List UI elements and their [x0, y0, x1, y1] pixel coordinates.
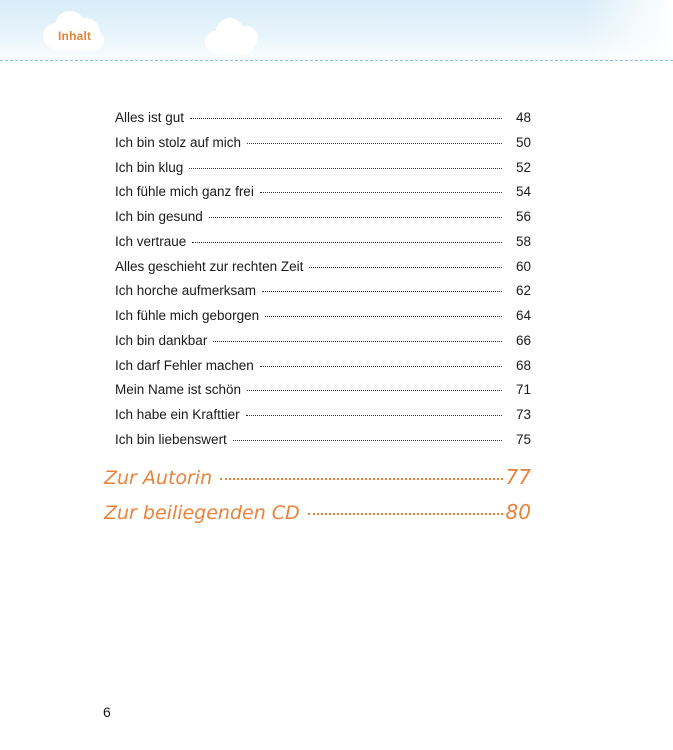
- dot-leader: [190, 118, 502, 119]
- table-of-contents: [115, 110, 531, 457]
- toc-entry-title: Mein Name ist schön: [115, 382, 242, 398]
- toc-entry[interactable]: [115, 407, 531, 432]
- toc-entry[interactable]: [115, 209, 531, 234]
- toc-entry-page: 68: [515, 357, 531, 373]
- toc-entry[interactable]: [115, 135, 531, 160]
- toc-entry-title: Ich bin gesund: [115, 209, 203, 224]
- toc-entry-title: Ich habe ein Krafttier: [115, 407, 240, 422]
- toc-entry[interactable]: [115, 382, 531, 407]
- toc-section-page: 77: [505, 465, 531, 489]
- toc-section-cd[interactable]: [104, 500, 531, 524]
- toc-entry[interactable]: [115, 432, 531, 457]
- toc-entry-title: Ich fühle mich geborgen: [115, 308, 260, 323]
- dot-leader: [262, 291, 502, 292]
- toc-entry-title: Ich horche aufmerksam: [115, 283, 257, 299]
- dot-leader: [260, 192, 502, 193]
- toc-entry[interactable]: [115, 160, 531, 185]
- toc-entry-title: Ich fühle mich ganz frei: [115, 184, 254, 200]
- toc-entry-page: 71: [515, 382, 531, 398]
- toc-entry-page: 56: [515, 209, 531, 224]
- toc-entry-page: 58: [515, 233, 531, 249]
- toc-entry[interactable]: [115, 308, 531, 333]
- header-dashed-divider: [0, 60, 673, 61]
- dot-leader: [265, 316, 502, 317]
- toc-entry[interactable]: [115, 184, 531, 209]
- toc-entry-page: 50: [515, 134, 531, 150]
- dot-leader: [246, 415, 502, 416]
- page-number: 6: [103, 704, 111, 720]
- toc-entry[interactable]: [115, 234, 531, 259]
- toc-entry-page: 60: [515, 258, 531, 274]
- dot-leader: [260, 366, 502, 367]
- toc-entry-page: 54: [515, 184, 531, 200]
- dot-leader: [189, 168, 502, 169]
- toc-entry-title: Ich vertraue: [115, 233, 187, 249]
- cloud-icon: [202, 14, 262, 58]
- toc-entry-page: 48: [515, 110, 531, 125]
- toc-entry-title: Alles ist gut: [115, 110, 185, 125]
- dot-leader: [233, 440, 502, 441]
- toc-entry[interactable]: [115, 259, 531, 284]
- toc-entry[interactable]: [115, 283, 531, 308]
- toc-section-page: 80: [505, 500, 531, 524]
- toc-entry[interactable]: [115, 358, 531, 383]
- toc-entry-title: Alles geschieht zur rechten Zeit: [115, 258, 304, 274]
- dot-leader: [247, 143, 502, 144]
- toc-entry[interactable]: [115, 333, 531, 358]
- dot-leader: [308, 513, 503, 515]
- toc-entry-page: 52: [515, 159, 531, 175]
- toc-entry-title: Ich bin klug: [115, 159, 184, 175]
- dot-leader: [209, 217, 502, 218]
- toc-entry-page: 66: [515, 332, 531, 348]
- dot-leader: [309, 267, 502, 268]
- toc-entry[interactable]: [115, 110, 531, 135]
- toc-section-title: Zur beiliegenden CD: [104, 502, 300, 524]
- toc-section-title: Zur Autorin: [104, 467, 213, 489]
- toc-entry-page: 75: [515, 431, 531, 447]
- toc-entry-page: 73: [515, 407, 531, 422]
- section-label: Inhalt: [58, 29, 92, 43]
- dot-leader: [213, 341, 502, 342]
- dot-leader: [220, 478, 502, 480]
- dot-leader: [192, 242, 502, 243]
- toc-section-author[interactable]: [104, 465, 531, 489]
- toc-entry-title: Ich bin stolz auf mich: [115, 134, 242, 150]
- toc-entry-page: 62: [515, 283, 531, 299]
- toc-entry-title: Ich bin dankbar: [115, 332, 208, 348]
- toc-entry-title: Ich bin liebenswert: [115, 431, 227, 447]
- toc-entry-page: 64: [515, 308, 531, 323]
- dot-leader: [247, 390, 502, 391]
- toc-entry-title: Ich darf Fehler machen: [115, 357, 254, 373]
